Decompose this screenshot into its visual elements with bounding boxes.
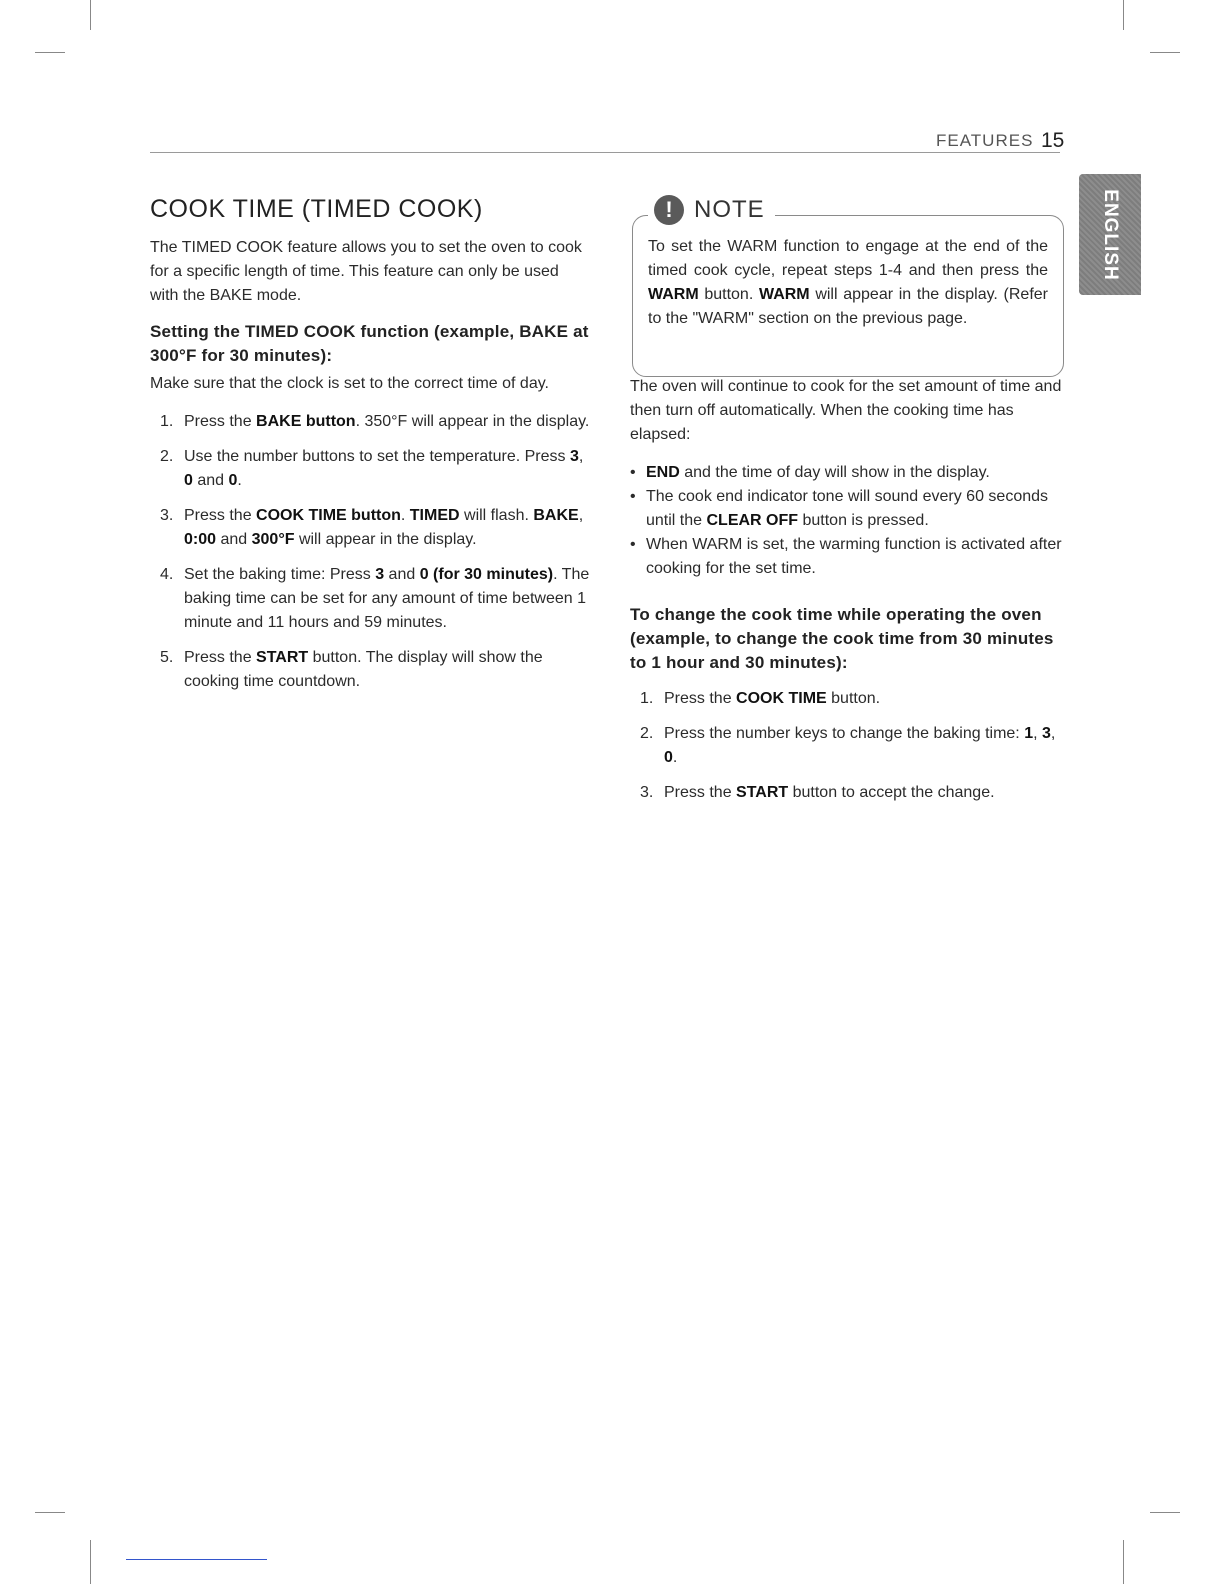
note-box <box>630 195 1070 375</box>
crop-mark <box>1150 52 1180 53</box>
step-number: 2. <box>160 448 174 465</box>
setting-steps <box>150 410 590 694</box>
step-text: Press the COOK TIME button. <box>664 690 881 707</box>
footer-link-line <box>126 1559 267 1560</box>
list-item <box>150 646 590 694</box>
list-item: • END and the time of day will show in the display. <box>630 464 990 481</box>
precondition-text: Make sure that the clock is set to the correct time of day. <box>150 375 549 392</box>
step-text: Set the baking time: Press 3 and 0 (for 30 minutes). The baking time can be set for any amount of time between 1 minute and 11 hours and 59 minutes. <box>184 566 590 631</box>
crop-mark <box>1150 1512 1180 1513</box>
list-item: • The cook end indicator tone will sound every 60 seconds until the CLEAR OFF button is pressed. <box>630 488 1049 529</box>
crop-mark <box>35 1512 65 1513</box>
exclamation-icon: ! <box>654 195 684 225</box>
crop-mark <box>90 1540 91 1584</box>
note-title: NOTE <box>694 196 765 223</box>
list-item <box>630 687 1070 711</box>
change-subheading: To change the cook time while operating the oven (example, to change the cook time from 30 minutes to 1 hour and 30 minutes): <box>630 605 1054 672</box>
step-number: 1. <box>160 413 174 430</box>
step-number: 3. <box>640 784 654 801</box>
language-tab <box>1079 174 1141 295</box>
step-text: Press the START button to accept the change. <box>664 784 995 801</box>
right-column <box>630 195 1070 816</box>
list-item: • When WARM is set, the warming function is activated after cooking for the set time. <box>630 536 1062 577</box>
setting-subheading: Setting the TIMED COOK function (example, BAKE at 300°F for 30 minutes): <box>150 322 589 365</box>
list-item <box>150 563 590 635</box>
section-title: FEATURES <box>936 131 1034 150</box>
list-item <box>150 504 590 552</box>
page-number: 15 <box>1041 129 1065 152</box>
page-title: COOK TIME (TIMED COOK) <box>150 195 483 223</box>
step-number: 3. <box>160 507 174 524</box>
bullet-text: END and the time of day will show in the display. <box>646 464 990 481</box>
crop-mark <box>35 52 65 53</box>
elapsed-paragraph: The oven will continue to cook for the set amount of time and then turn off automatically. When the cooking time has elapsed: <box>630 378 1062 443</box>
crop-mark <box>1123 0 1124 30</box>
step-number: 5. <box>160 649 174 666</box>
step-number: 2. <box>640 725 654 742</box>
language-tab-label: ENGLISH <box>1100 188 1121 281</box>
list-item <box>630 781 1070 805</box>
elapsed-bullets <box>630 461 1070 581</box>
step-text: Use the number buttons to set the temperature. Press 3, 0 and 0. <box>184 448 584 489</box>
note-text: To set the WARM function to engage at the end of the timed cook cycle, repeat steps 1-4 and then press the WARM button. WARM will appear in the display. (Refer to the "WARM" section on the previous page. <box>648 238 1048 327</box>
step-text: Press the BAKE button. 350°F will appear in the display. <box>184 413 590 430</box>
step-text: Press the COOK TIME button. TIMED will flash. BAKE, 0:00 and 300°F will appear in the display. <box>184 507 584 548</box>
header-rule <box>150 152 1060 153</box>
step-number: 1. <box>640 690 654 707</box>
crop-mark <box>90 0 91 30</box>
note-header <box>648 195 775 225</box>
change-steps <box>630 687 1070 805</box>
step-text: Press the number keys to change the baking time: 1, 3, 0. <box>664 725 1056 766</box>
list-item <box>630 722 1070 770</box>
bullet-text: The cook end indicator tone will sound every 60 seconds until the CLEAR OFF button is pressed. <box>646 488 1049 529</box>
bullet-text: When WARM is set, the warming function is activated after cooking for the set time. <box>646 536 1062 577</box>
list-item <box>150 445 590 493</box>
intro-paragraph: The TIMED COOK feature allows you to set the oven to cook for a specific length of time. This feature can only be used with the BAKE mode. <box>150 239 582 304</box>
step-number: 4. <box>160 566 174 583</box>
step-text: Press the START button. The display will show the cooking time countdown. <box>184 649 543 690</box>
left-column <box>150 195 590 705</box>
crop-mark <box>1123 1540 1124 1584</box>
list-item <box>150 410 590 434</box>
